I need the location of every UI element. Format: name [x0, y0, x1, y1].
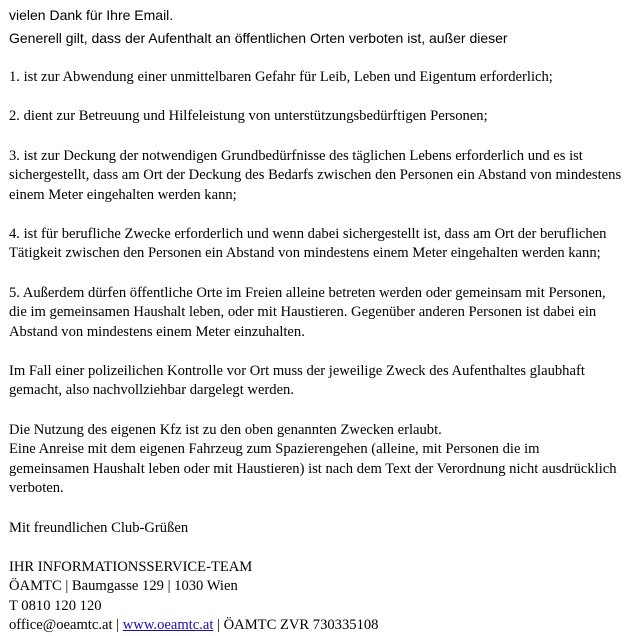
rule-4: 4. ist für berufliche Zwecke erforderlich und wenn dabei sichergestellt ist, dass am Ort der beruflichen Tätigkeit zwischen den Personen ein Abstand von mindestens einem Meter eingehalten werden kann; [9, 226, 607, 262]
signature-email: office@oeamtc.at [9, 617, 113, 634]
rule-3: 3. ist zur Deckung der notwendigen Grundbedürfnisse des täglichen Lebens erforderlich und es ist sichergestellt, dass am Ort der Deckung des Bedarfs zwischen den Personen ein Abstand von mindestens einem Meter eingehalten werden kann; [9, 147, 622, 203]
signature-zvr: ÖAMTC ZVR 730335108 [223, 617, 379, 634]
closing: Mit freundlichen Club-Grüßen [9, 519, 189, 536]
signature-address: ÖAMTC | Baumgasse 129 | 1030 Wien [9, 578, 238, 595]
website-link[interactable]: www.oeamtc.at [122, 617, 214, 634]
rule-1: 1. ist zur Abwendung einer unmittelbaren Gefahr für Leib, Leben und Eigentum erforderlich; [9, 69, 553, 85]
signature-contact-line [9, 616, 623, 635]
greeting: vielen Dank für Ihre Email. [9, 7, 174, 23]
vehicle-note-2: Eine Anreise mit dem eigenen Fahrzeug zum Spazierengehen (alleine, mit Personen die im gemeinsamen Haushalt leben oder mit Haustieren) ist nach dem Text der Verordnung nicht ausdrücklich verboten. [9, 441, 617, 497]
email-body [9, 0, 623, 636]
signature-block [9, 558, 623, 636]
intro-paragraph: Generell gilt, dass der Aufenthalt an öffentlichen Orten verboten ist, außer dieser [9, 30, 508, 46]
police-note: Im Fall einer polizeilichen Kontrolle vor Ort muss der jeweilige Zweck des Aufenthaltes glaubhaft gemacht, also nachvollziehbar dargelegt werden. [9, 363, 585, 399]
rule-2: 2. dient zur Betreuung und Hilfeleistung von unterstützungsbedürftigen Personen; [9, 108, 488, 125]
separator: | [112, 617, 123, 634]
rule-5: 5. Außerdem dürfen öffentliche Orte im Freien alleine betreten werden oder gemeinsam mit Personen, die im gemeinsamen Haushalt leben, oder mit Haustieren. Gegenüber anderen Personen ist dabei ein Abstand von mindestens einem Meter einzuhalten. [9, 284, 606, 340]
signature-team: IHR INFORMATIONSSERVICE-TEAM [9, 558, 253, 575]
separator: | [213, 617, 224, 634]
signature-phone: T 0810 120 120 [9, 597, 102, 614]
vehicle-note-1: Die Nutzung des eigenen Kfz ist zu den oben genannten Zwecken erlaubt. [9, 421, 442, 438]
